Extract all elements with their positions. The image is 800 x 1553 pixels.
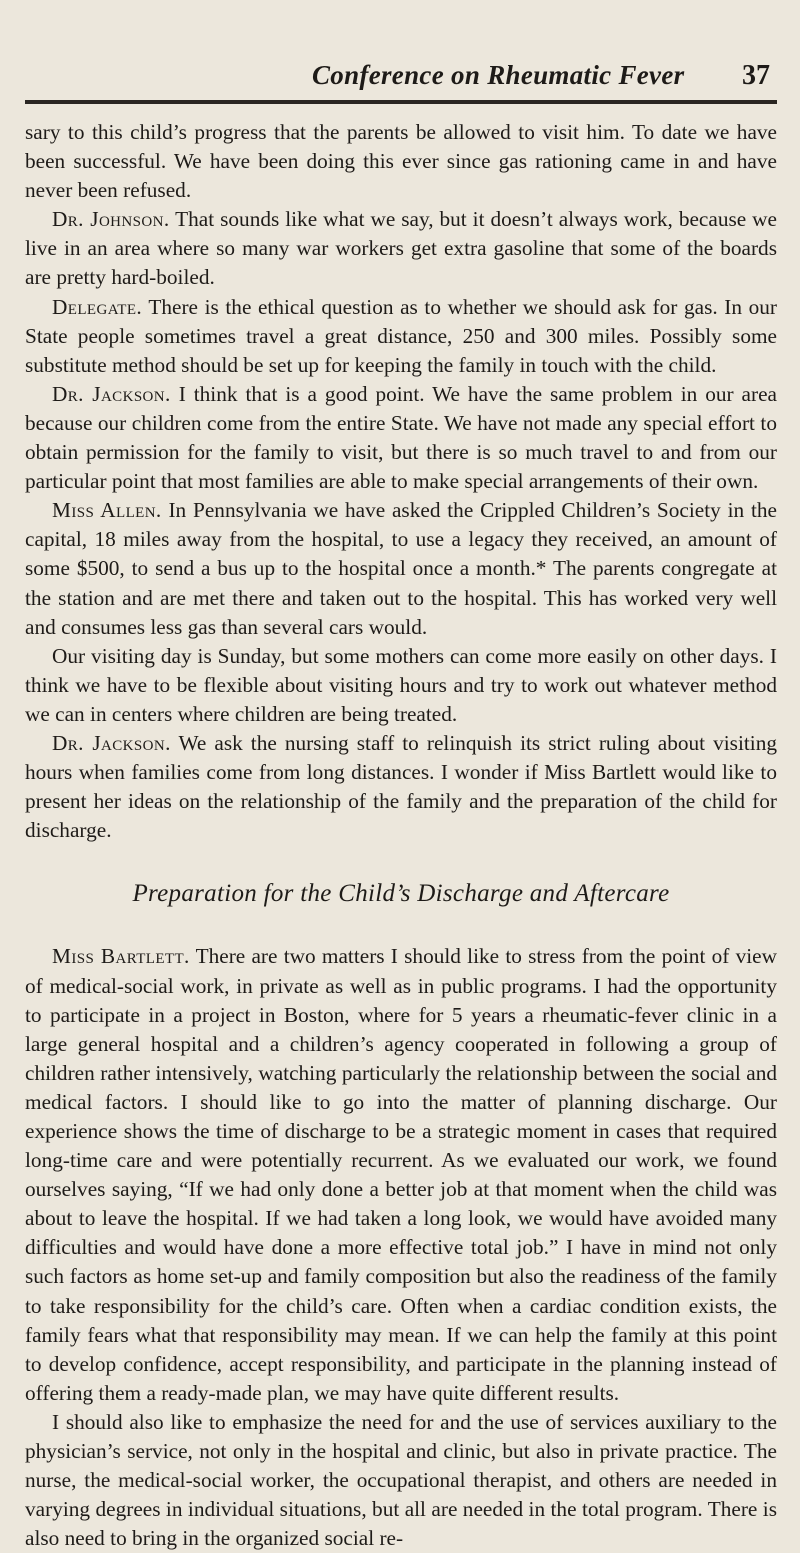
paragraph bbox=[25, 496, 777, 641]
page-header bbox=[0, 60, 770, 100]
section-heading: Preparation for the Child’s Discharge and Aftercare bbox=[132, 880, 670, 908]
paragraph-text: That sounds like what we say, but it doesn’t always work, because we live in an area where so many war workers get extra gasoline that some of the boards are pretty hard-boiled. bbox=[25, 207, 777, 290]
speaker-name: Miss Allen. bbox=[52, 498, 162, 523]
page-number: 37 bbox=[742, 60, 770, 91]
paragraph-text: In Pennsylvania we have asked the Crippled Children’s Society in the capital, 18 miles away from the hospital, to use a legacy they received, an amount of some $500, to send a bus up to the hospital once a month.* The parents congregate at the station and are met there and taken out to the hospital. This has worked very well and consumes less gas than several cars would. bbox=[25, 498, 777, 639]
paragraph-text: There are two matters I should like to stress from the point of view of medical-social work, in private as well as in public programs. I had the opportunity to participate in a project in Boston, where for 5 years a rheumatic-fever clinic in a large general hospital and a children’s agency cooperated in following a group of children rather intensively, watching particularly the relationship between the social and medical factors. I should like to go into the matter of planning discharge. Our experience shows the time of discharge to be a strategic moment in cases that required long-time care and were potentially recurrent. As we evaluated our work, we found ourselves saying, “If we had only done a better job at that moment when the child was about to leave the hospital. If we had taken a long look, we would have avoided many difficulties and would have done a more effective total job.” I have in mind not only such factors as home set-up and family composition but also the readiness of the family to take responsibility for the child’s care. Often when a cardiac condition exists, the family fears what that responsibility may mean. If we can help the family at this point to develop confidence, accept responsibility, and participate in the planning instead of offering them a ready-made plan, we may have quite different results. bbox=[25, 944, 777, 1405]
paragraph-text: sary to this child’s progress that the parents be allowed to visit him. To date we have been successful. We have been doing this ever since gas rationing came in and have never been refused. bbox=[25, 120, 777, 203]
paragraph bbox=[25, 205, 777, 292]
paragraph-text: I think that is a good point. We have the same problem in our area because our children come from the entire State. We have not made any special effort to obtain permission for the family to visit, but there is so much travel to and from our particular point that most families are able to make special arrangements of their own. bbox=[25, 381, 777, 494]
paragraph bbox=[25, 1408, 777, 1553]
paragraph-text: There is the ethical question as to whether we should ask for gas. In our State people sometimes travel a great distance, 250 and 300 miles. Possibly some substitute method should be set up for keeping the family in touch with the child. bbox=[25, 294, 777, 377]
paragraph bbox=[25, 729, 777, 845]
speaker-name: Dr. Jackson. bbox=[52, 730, 171, 755]
running-head: Conference on Rheumatic Fever bbox=[312, 60, 685, 90]
speaker-name: Miss Bartlett. bbox=[52, 944, 190, 969]
paragraph bbox=[25, 293, 777, 380]
speaker-name: Dr. Jackson. bbox=[52, 381, 171, 406]
paragraph bbox=[25, 642, 777, 729]
speaker-name: Delegate. bbox=[52, 294, 143, 319]
paragraph bbox=[25, 380, 777, 496]
paragraph bbox=[25, 118, 777, 205]
header-rule bbox=[25, 100, 777, 104]
paragraph-text: I should also like to emphasize the need for and the use of services auxiliary to the physician’s service, not only in the hospital and clinic, but also in private practice. The nurse, the medical-social worker, the occupational therapist, and others are needed in varying degrees in individual situations, but all are needed in the total program. There is also need to bring in the organized social re- bbox=[25, 1409, 777, 1551]
paragraph bbox=[25, 942, 777, 1408]
speaker-name: Dr. Johnson. bbox=[52, 207, 170, 232]
paragraph-text: Our visiting day is Sunday, but some mothers can come more easily on other days. I think we have to be flexible about visiting hours and try to work out whatever method we can in centers where children are being treated. bbox=[25, 643, 777, 726]
paragraph-text: We ask the nursing staff to relinquish its strict ruling about visiting hours when families come from long distances. I wonder if Miss Bartlett would like to present her ideas on the relationship of the family and the preparation of the child for discharge. bbox=[25, 730, 777, 843]
body-text bbox=[25, 118, 777, 1553]
